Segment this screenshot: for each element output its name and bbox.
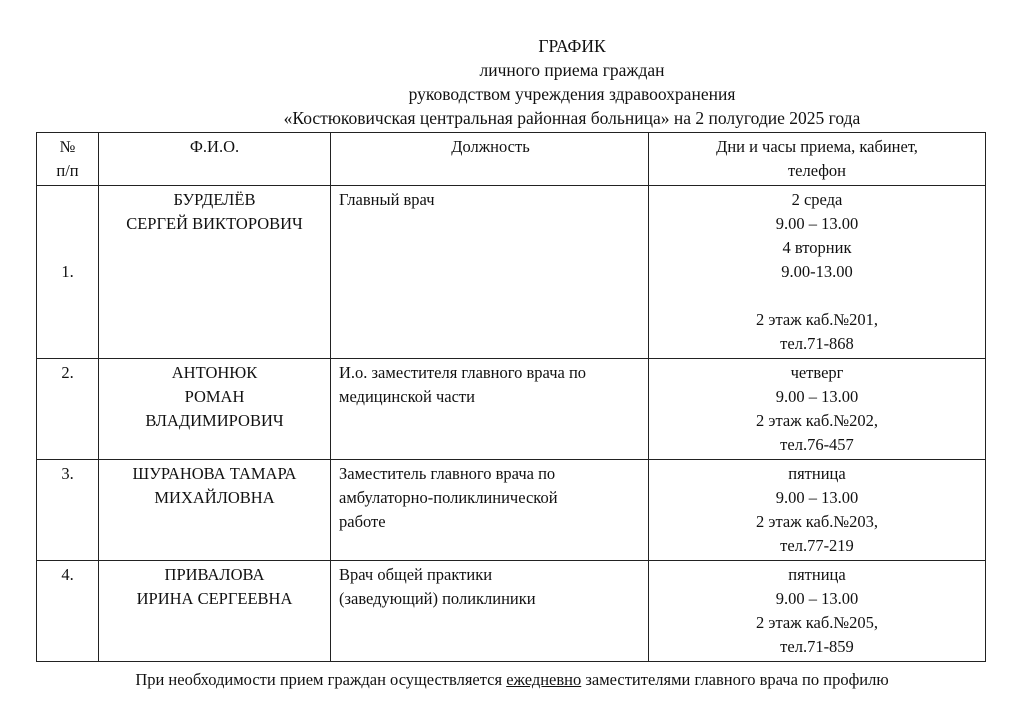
footer-text-before: При необходимости прием граждан осуществляется xyxy=(135,670,507,689)
row-position: Заместитель главного врача по амбулаторно-поликлинической работе xyxy=(331,460,649,561)
row-number: 3. xyxy=(37,460,99,561)
header-time: Дни и часы приема, кабинет, телефон xyxy=(649,133,986,186)
row-number: 1. xyxy=(37,186,99,359)
table-row xyxy=(37,460,986,561)
row-name: ШУРАНОВА ТАМАРА МИХАЙЛОВНА xyxy=(99,460,331,561)
row-number: 4. xyxy=(37,561,99,662)
header-number: № п/п xyxy=(37,133,99,186)
row-position: Врач общей практики (заведующий) поликлиники xyxy=(331,561,649,662)
table-row xyxy=(37,359,986,460)
document-title xyxy=(0,34,1024,130)
row-time: пятница 9.00 – 13.00 2 этаж каб.№205, тел.71-859 xyxy=(649,561,986,662)
header-position: Должность xyxy=(331,133,649,186)
row-number: 2. xyxy=(37,359,99,460)
row-time: 2 среда 9.00 – 13.00 4 вторник 9.00-13.00 2 этаж каб.№201, тел.71-868 xyxy=(649,186,986,359)
title-line-1: ГРАФИК xyxy=(538,36,606,56)
footer-underlined-word: ежедневно xyxy=(506,670,582,689)
row-name: БУРДЕЛЁВ СЕРГЕЙ ВИКТОРОВИЧ xyxy=(99,186,331,359)
footer-text-after: заместителями главного врача по профилю xyxy=(581,670,889,689)
row-time: четверг 9.00 – 13.00 2 этаж каб.№202, тел.76-457 xyxy=(649,359,986,460)
table-row xyxy=(37,561,986,662)
footer-note xyxy=(0,668,1024,692)
title-line-3: руководством учреждения здравоохранения xyxy=(408,84,736,104)
header-name: Ф.И.О. xyxy=(99,133,331,186)
row-time: пятница 9.00 – 13.00 2 этаж каб.№203, тел.77-219 xyxy=(649,460,986,561)
title-line-4: «Костюковичская центральная районная больница» на 2 полугодие 2025 года xyxy=(283,108,861,128)
row-name: АНТОНЮК РОМАН ВЛАДИМИРОВИЧ xyxy=(99,359,331,460)
row-position: И.о. заместителя главного врача по медицинской части xyxy=(331,359,649,460)
row-name: ПРИВАЛОВА ИРИНА СЕРГЕЕВНА xyxy=(99,561,331,662)
row-position: Главный врач xyxy=(331,186,649,359)
table-header-row xyxy=(37,133,986,186)
title-line-2: личного приема граждан xyxy=(479,60,665,80)
schedule-table xyxy=(36,132,986,662)
table-row xyxy=(37,186,986,359)
